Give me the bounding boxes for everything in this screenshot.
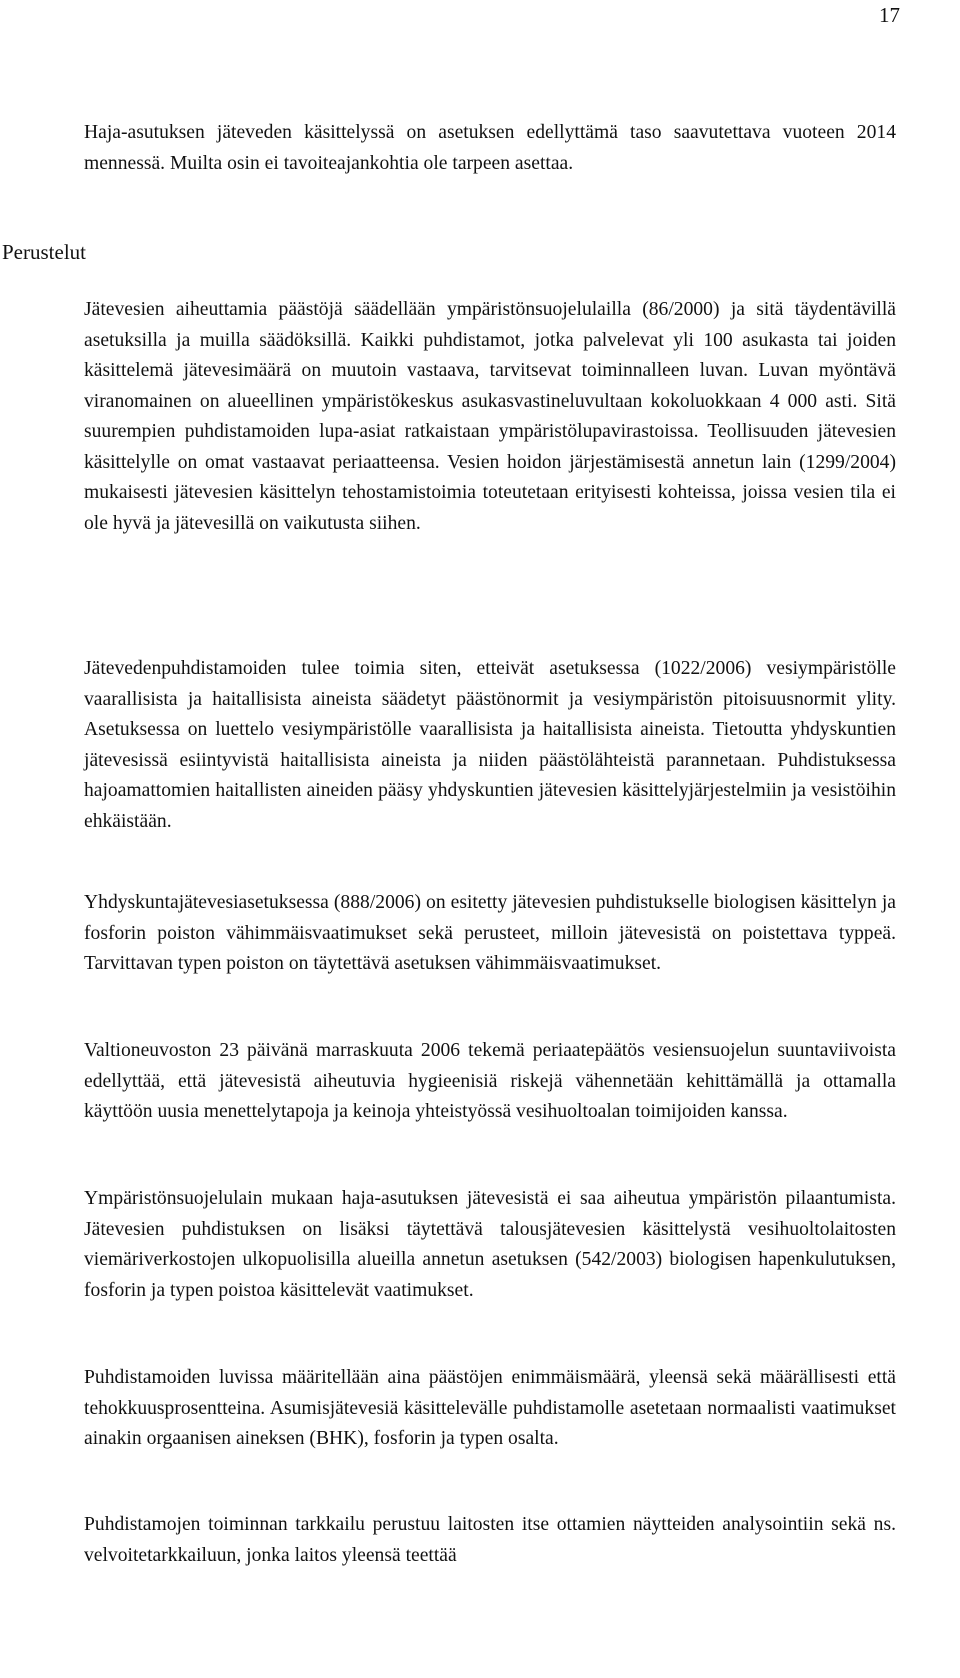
paragraph-rural-wastewater: Ympäristönsuojelulain mukaan haja-asutuksen jätevesistä ei saa aiheutua ympäristön pilaantumista. Jätevesien puhdistuksen on lisäksi täytettävä talousjätevesien käsittelystä vesihuoltolaitosten viemäriverkostojen ulkopuolisilla alueilla annetun asetuksen (542/2003) biologisen hapenkulutuksen, fosforin ja typen poistoa käsittelevät vaatimukset. [84, 1188, 896, 1301]
paragraph-emission-limits: Puhdistamoiden luvissa määritellään aina päästöjen enimmäismäärä, yleensä sekä määrällisesti että tehokkuusprosentteina. Asumisjätevesiä käsittelevälle puhdistamolle asetetaan normaalisti vaatimukset ainakin orgaanisen aineksen (BHK), fosforin ja typen osalta. [84, 1367, 896, 1449]
paragraph-hazardous-substances: Jätevedenpuhdistamoiden tulee toimia siten, etteivät asetuksessa (1022/2006) vesiympäristölle vaarallisista ja haitallisista aineista säädetyt päästönormit ja vesiympäristön pitoisuusnormit ylity. Asetuksessa on luettelo vesiympäristölle vaarallisista ja haitallisista aineista. Tietoutta yhdyskuntien jätevesissä esiintyvistä haitallisista aineista ja niiden päästölähteistä parannetaan. Puhdistuksessa hajoamattomien haitallisten aineiden pääsy yhdyskuntien jätevesien käsittelyjärjestelmiin ja vesistöihin ehkäistään. [84, 658, 896, 832]
paragraph-permits: Jätevesien aiheuttamia päästöjä säädellään ympäristönsuojelulailla (86/2000) ja sitä täydentävillä asetuksilla ja muilla säädöksillä. Kaikki puhdistamot, jotka palvelevat yli 100 asukasta tai joiden käsittelemä jätevesimäärä on muutoin vastaava, tarvitsevat toiminnalleen luvan. Luvan myöntävä viranomainen on alueellinen ympäristökeskus asukasvastineluvultaan kokoluokkaan 4 000 asti. Sitä suurempien puhdistamoiden lupa-asiat ratkaistaan ympäristölupavirastoissa. Teollisuuden jätevesien käsittelylle on omat vastaavat periaatteensa. Vesien hoidon järjestämisestä annetun lain (1299/2004) mukaisesti jätevesien käsittelyn tehostamistoimia toteutetaan erityisesti kohteissa, joissa vesien tila ei ole hyvä ja jätevesillä on vaikutusta siihen. [84, 299, 896, 534]
side-heading-perustelut: Perustelut [2, 240, 86, 264]
page-number: 17 [879, 3, 900, 27]
paragraph-government-decision: Valtioneuvoston 23 päivänä marraskuuta 2006 tekemä periaatepäätös vesiensuojelun suuntaviivoista edellyttää, että jätevesistä aiheutuvia hygieenisiä riskejä vähennetään kehittämällä ja ottamalla käyttöön uusia menettelytapoja ja keinoja yhteistyössä vesihuoltoalan toimijoiden kanssa. [84, 1040, 896, 1122]
paragraph-municipal-wastewater: Yhdyskuntajätevesiasetuksessa (888/2006) on esitetty jätevesien puhdistukselle biologisen käsittelyn ja fosforin poiston vähimmäisvaatimukset sekä perusteet, milloin jätevesistä on poistettava typpeä. Tarvittavan typen poiston on täytettävä asetuksen vähimmäisvaatimukset. [84, 892, 896, 974]
paragraph-monitoring: Puhdistamojen toiminnan tarkkailu perustuu laitosten itse ottamien näytteiden analysointiin sekä ns. velvoitetarkkailuun, jonka laitos yleensä teettää [84, 1514, 896, 1566]
paragraph-intro: Haja-asutuksen jäteveden käsittelyssä on asetuksen edellyttämä taso saavutettava vuoteen 2014 mennessä. Muilta osin ei tavoiteajankohtia ole tarpeen asettaa. [84, 122, 896, 174]
